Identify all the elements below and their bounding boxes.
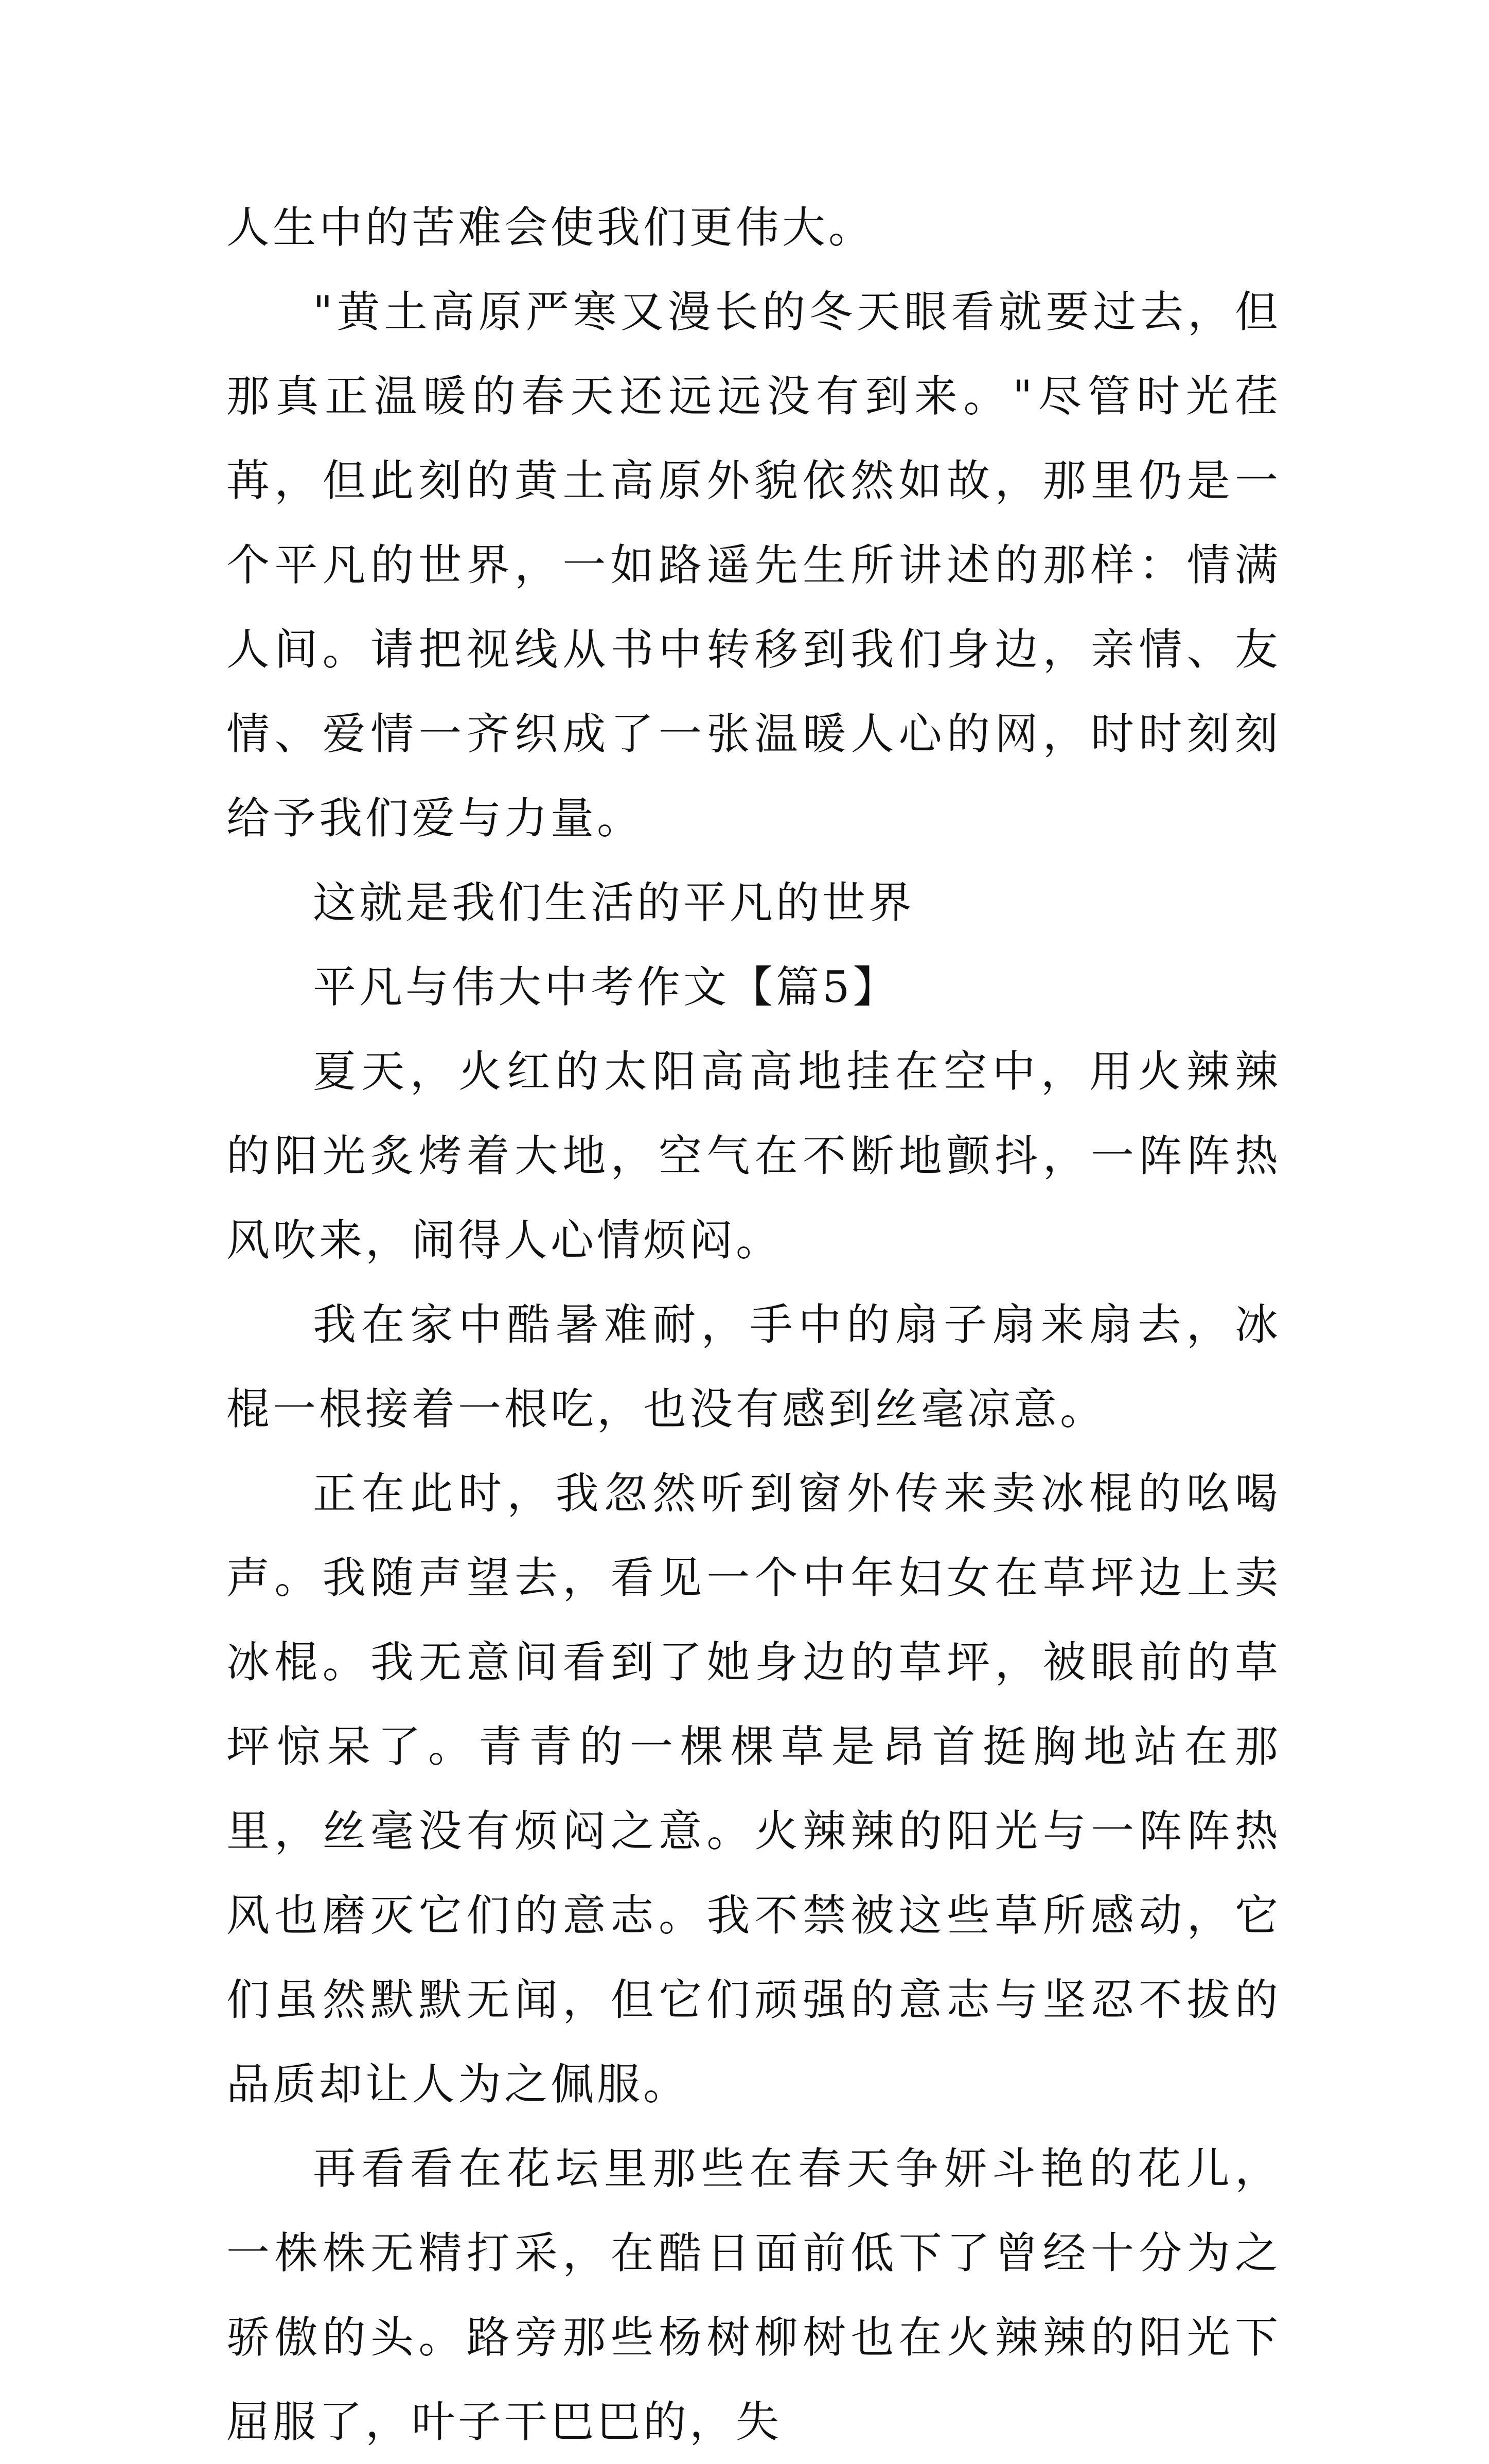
- paragraph-closing-line: 这就是我们生活的平凡的世界: [313, 877, 915, 928]
- paragraph-grass: 正在此时，我忽然听到窗外传来卖冰棍的吆喝声。我随声望去，看见一个中年妇女在草坪边上卖冰棍。我无意间看到了她身边的草坪，被眼前的草坪惊呆了。青青的一棵棵草是昂首挺胸地站在那里，丝毫没有烦闷之意。火辣辣的阳光与一阵阵热风也磨灭它们的意志。我不禁被这些草所感动，它们虽然默默无闻，但它们顽强的意志与坚忍不拔的品质却让人为之佩服。: [226, 1468, 1281, 2109]
- paragraph-summer: 夏天，火红的太阳高高地挂在空中，用火辣辣的阳光炙烤着大地，空气在不断地颤抖，一阵阵热风吹来，闹得人心情烦闷。: [226, 1046, 1281, 1265]
- paragraph-quote: "黄土高原严寒又漫长的冬天眼看就要过去，但那真正温暖的春天还远远没有到来。"尽管时光荏苒，但此刻的黄土高原外貌依然如故，那里仍是一个平凡的世界，一如路遥先生所讲述的那样：情满人间。请把视线从书中转移到我们身边，亲情、友情、爱情一齐织成了一张温暖人心的网，时时刻刻给予我们爱与力量。: [226, 287, 1281, 843]
- paragraph-flowers: 再看看在花坛里那些在春天争妍斗艳的花儿，一株株无精打采，在酷日面前低下了曾经十分为之骄傲的头。路旁那些杨树柳树也在火辣辣的阳光下屈服了，叶子干巴巴的，失: [226, 2143, 1281, 2447]
- paragraph-continuation: 人生中的苦难会使我们更伟大。: [226, 202, 875, 253]
- paragraph-home: 我在家中酷暑难耐，手中的扇子扇来扇去，冰棍一根接着一根吃，也没有感到丝毫凉意。: [226, 1299, 1281, 1434]
- document-body: [226, 185, 1281, 2464]
- section-heading: 平凡与伟大中考作文【篇5】: [313, 962, 899, 1012]
